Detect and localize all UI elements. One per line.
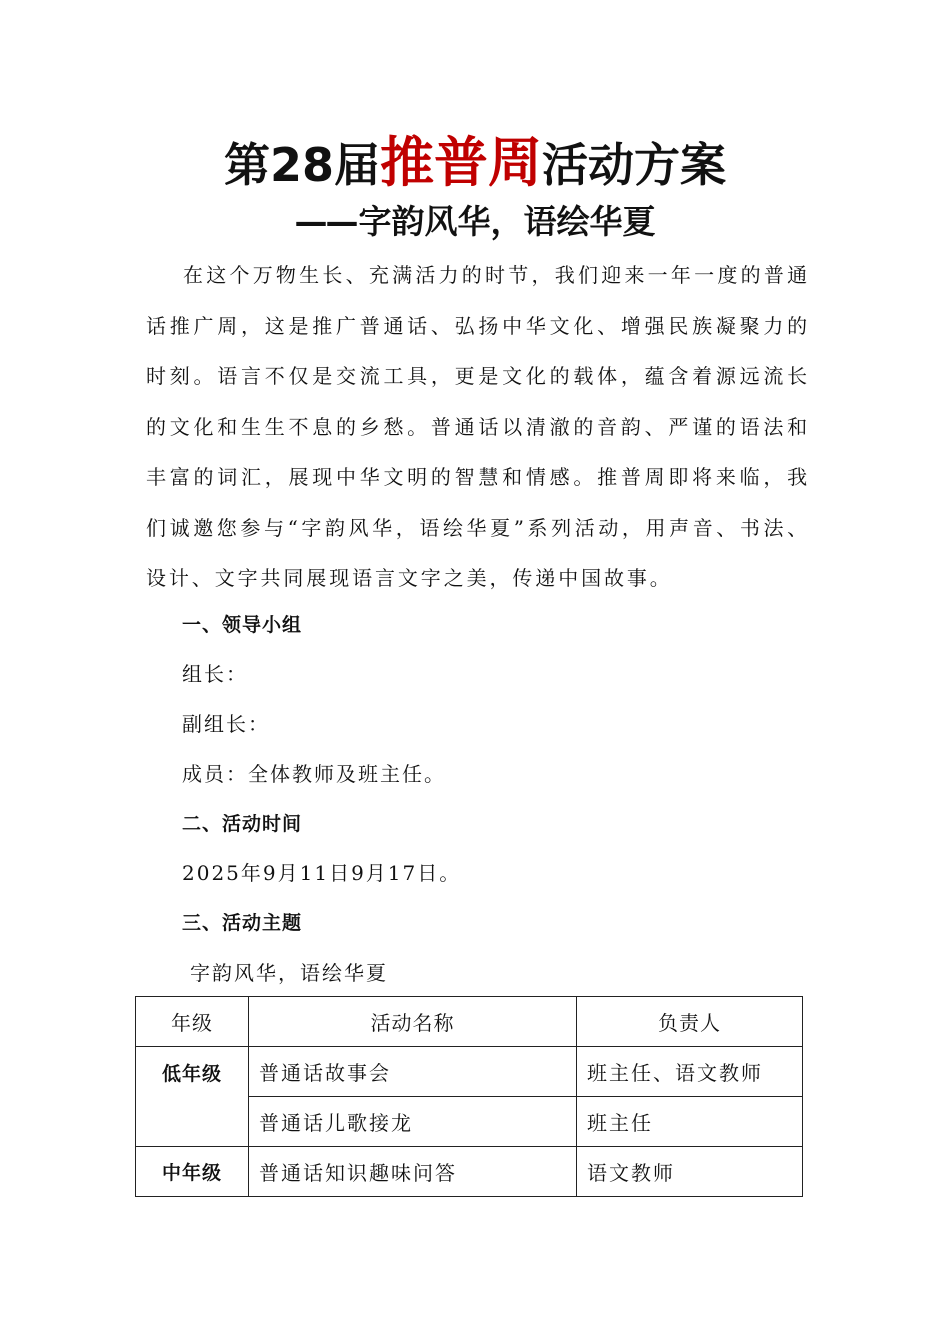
title-suffix: 活动方案	[542, 138, 726, 192]
leader-line: 组长：	[182, 662, 248, 686]
theme-line: 字韵风华，语绘华夏	[190, 961, 388, 985]
table-row	[136, 1047, 803, 1097]
title-accent: 推普周	[380, 131, 542, 194]
deputy-leader-line: 副组长：	[182, 712, 270, 736]
table-header-row	[136, 997, 803, 1047]
activity-time-line: 2025年9月11日9月17日。	[182, 861, 462, 885]
section-heading-leadership: 一、领导小组	[182, 614, 303, 636]
grade-cell: 中年级	[136, 1147, 249, 1197]
title-prefix: 第28届	[223, 138, 380, 192]
intro-paragraph: 在这个万物生长、充满活力的时节，我们迎来一年一度的普通话推广周，这是推广普通话、弘扬中华文化、增强民族凝聚力的时刻。语言不仅是交流工具，更是文化的载体，蕴含着源远流长的文化和生生不息的乡愁。普通话以清澈的音韵、严谨的语法和丰富的词汇，展现中华文明的智慧和情感。推普周即将来临，我们诚邀您参与“字韵风华，语绘华夏”系列活动，用声音、书法、设计、文字共同展现语言文字之美，传递中国故事。	[146, 263, 810, 590]
activity-name-cell: 普通话知识趣味问答	[249, 1147, 577, 1197]
activity-name-cell: 普通话故事会	[249, 1047, 577, 1097]
section-heading-time: 二、活动时间	[182, 813, 303, 835]
members-line: 成员：全体教师及班主任。	[182, 762, 446, 786]
activities-table	[135, 996, 803, 1197]
subtitle-dash: ——	[294, 202, 357, 241]
page-title	[0, 128, 950, 198]
section-heading-theme: 三、活动主题	[182, 912, 303, 934]
grade-cell: 低年级	[136, 1047, 249, 1147]
table-header-cell: 年级	[136, 997, 249, 1047]
table-row	[136, 1147, 803, 1197]
table-header-cell: 活动名称	[249, 997, 577, 1047]
owner-cell: 班主任	[577, 1097, 803, 1147]
page-subtitle	[0, 196, 950, 248]
table-header-cell: 负责人	[577, 997, 803, 1047]
owner-cell: 班主任、语文教师	[577, 1047, 803, 1097]
subtitle-text: 字韵风华，语绘华夏	[358, 202, 656, 241]
owner-cell: 语文教师	[577, 1147, 803, 1197]
activity-name-cell: 普通话儿歌接龙	[249, 1097, 577, 1147]
